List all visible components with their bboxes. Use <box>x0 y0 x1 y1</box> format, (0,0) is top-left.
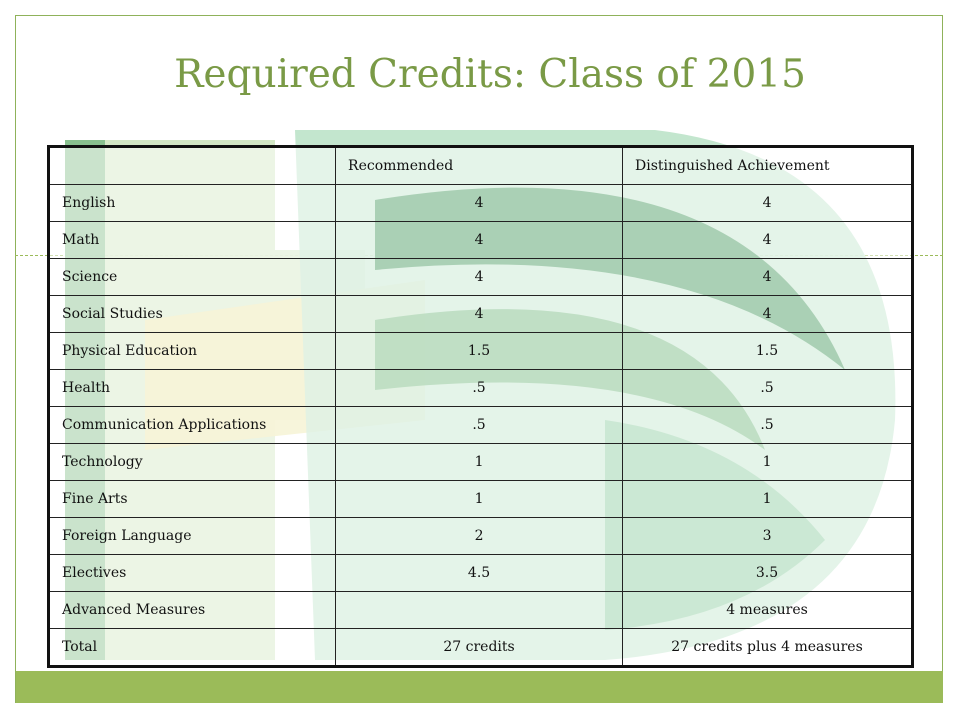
recommended-cell: 4 <box>336 185 623 222</box>
distinguished-cell: 4 measures <box>623 592 913 629</box>
table-row-total <box>49 629 913 667</box>
recommended-cell: 4 <box>336 222 623 259</box>
recommended-cell: .5 <box>336 407 623 444</box>
recommended-cell: 1.5 <box>336 333 623 370</box>
distinguished-cell: 1 <box>623 444 913 481</box>
table-row <box>49 407 913 444</box>
distinguished-cell: 1.5 <box>623 333 913 370</box>
recommended-cell: 2 <box>336 518 623 555</box>
header-recommended: Recommended <box>336 147 623 185</box>
distinguished-cell: 4 <box>623 296 913 333</box>
recommended-cell: 4.5 <box>336 555 623 592</box>
table-row <box>49 555 913 592</box>
table-row <box>49 444 913 481</box>
table-row <box>49 333 913 370</box>
recommended-cell: 4 <box>336 296 623 333</box>
subject-cell: Social Studies <box>49 296 336 333</box>
subject-cell: Math <box>49 222 336 259</box>
distinguished-cell: 4 <box>623 185 913 222</box>
distinguished-cell: 3.5 <box>623 555 913 592</box>
recommended-cell <box>336 592 623 629</box>
table-row <box>49 222 913 259</box>
recommended-cell: 27 credits <box>336 629 623 667</box>
subject-cell: Advanced Measures <box>49 592 336 629</box>
distinguished-cell: 4 <box>623 222 913 259</box>
subject-cell: Communication Applications <box>49 407 336 444</box>
credits-table <box>47 145 914 668</box>
subject-cell: Health <box>49 370 336 407</box>
slide-title: Required Credits: Class of 2015 <box>174 52 806 97</box>
distinguished-cell: 4 <box>623 259 913 296</box>
recommended-cell: 1 <box>336 481 623 518</box>
subject-cell: English <box>49 185 336 222</box>
table-row <box>49 481 913 518</box>
subject-cell: Fine Arts <box>49 481 336 518</box>
distinguished-cell: 1 <box>623 481 913 518</box>
subject-cell: Technology <box>49 444 336 481</box>
subject-cell: Science <box>49 259 336 296</box>
table-header-row <box>49 147 913 185</box>
recommended-cell: 4 <box>336 259 623 296</box>
table-row <box>49 518 913 555</box>
header-distinguished: Distinguished Achievement <box>623 147 913 185</box>
subject-cell: Foreign Language <box>49 518 336 555</box>
table-row <box>49 185 913 222</box>
recommended-cell: 1 <box>336 444 623 481</box>
subject-cell: Physical Education <box>49 333 336 370</box>
distinguished-cell: .5 <box>623 407 913 444</box>
table-row <box>49 370 913 407</box>
distinguished-cell: 3 <box>623 518 913 555</box>
recommended-cell: .5 <box>336 370 623 407</box>
header-subject <box>49 147 336 185</box>
table-row <box>49 296 913 333</box>
table-row <box>49 259 913 296</box>
subject-cell: Electives <box>49 555 336 592</box>
table-row <box>49 592 913 629</box>
distinguished-cell: 27 credits plus 4 measures <box>623 629 913 667</box>
subject-cell: Total <box>49 629 336 667</box>
distinguished-cell: .5 <box>623 370 913 407</box>
